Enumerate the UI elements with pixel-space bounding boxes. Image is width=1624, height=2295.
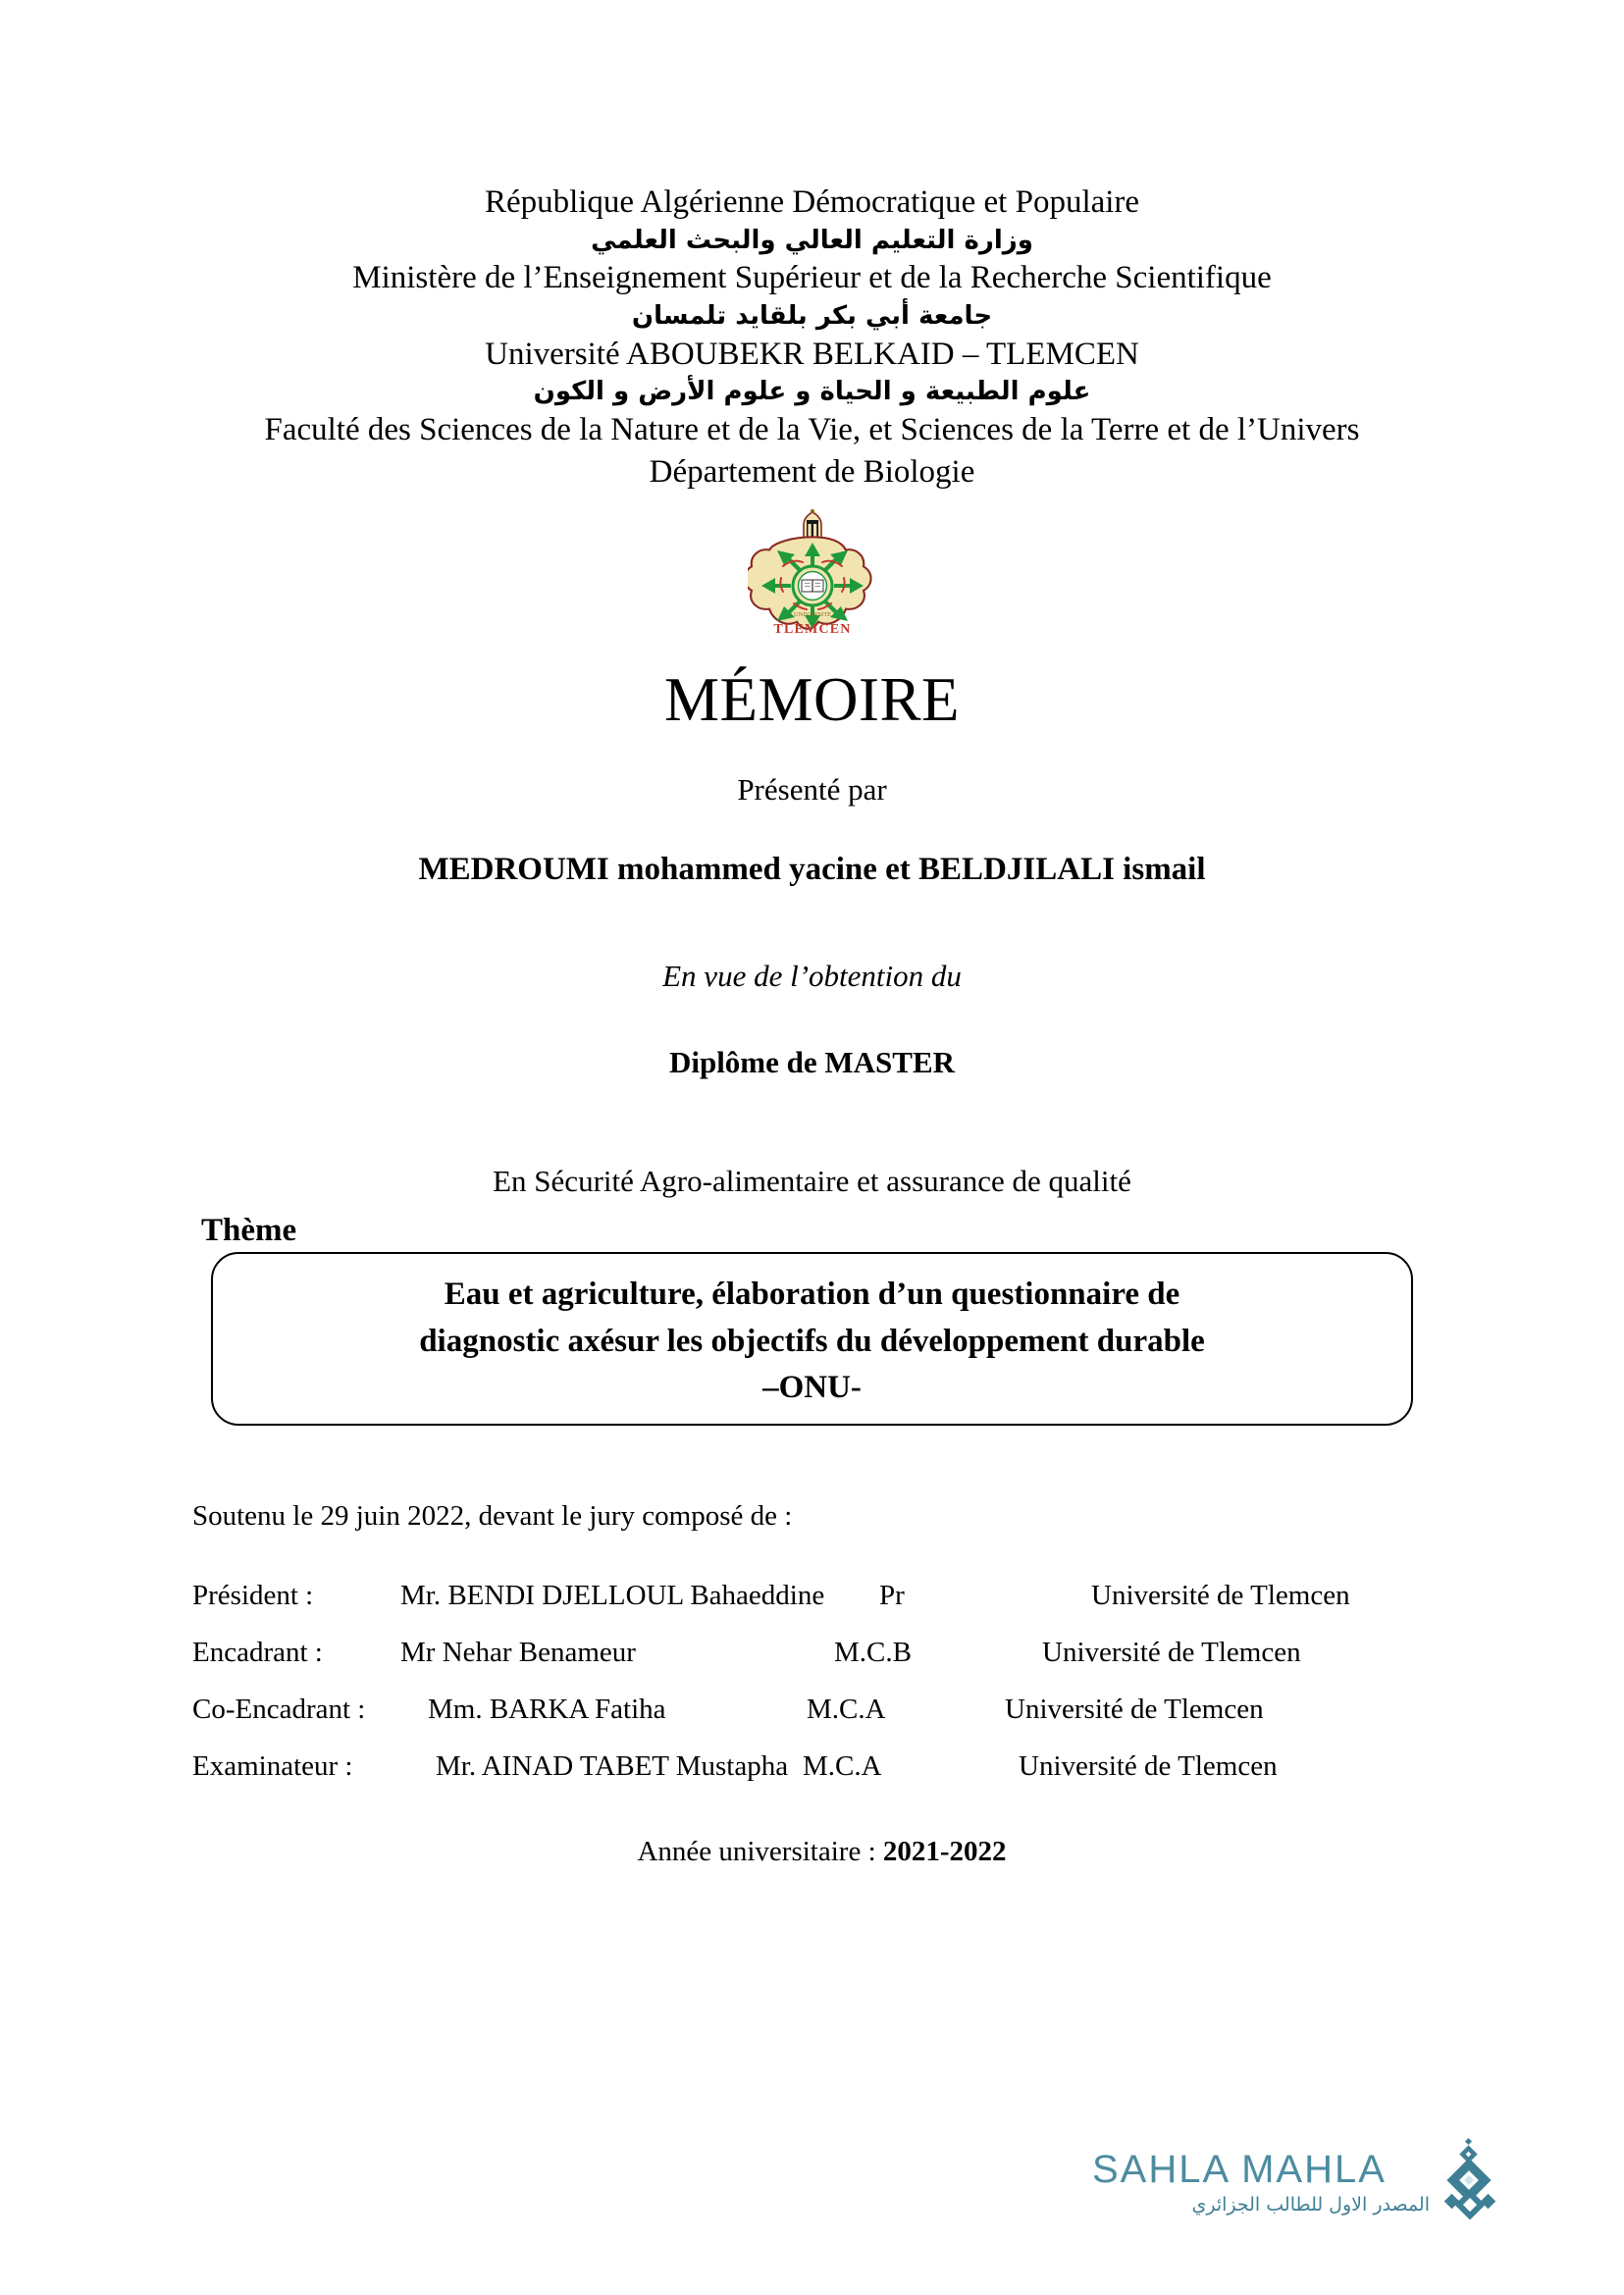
theme-title-line-1: Eau et agriculture, élaboration d’un questionnaire de [444, 1276, 1180, 1312]
document-header [0, 0, 1624, 494]
header-line-ministry-french: Ministère de l’Enseignement Supérieur et de la Recherche Scientifique [352, 260, 1272, 296]
jury-role: Encadrant : [192, 1637, 323, 1669]
jury-role: Examinateur : [192, 1750, 353, 1783]
academic-year-line [0, 1836, 1624, 1868]
jury-member-name: Mr Nehar Benameur [400, 1637, 636, 1669]
jury-university: Université de Tlemcen [1091, 1580, 1350, 1612]
sahla-mahla-logo-icon [1434, 2137, 1504, 2227]
jury-university: Université de Tlemcen [1019, 1750, 1278, 1783]
memoire-title: MÉMOIRE [664, 665, 960, 735]
university-logo-emblem [748, 507, 877, 654]
header-line-department: Département de Biologie [649, 453, 975, 490]
watermark-title: SAHLA MAHLA [1092, 2148, 1387, 2191]
header-line-ministry-arabic: وزارة التعليم العالي والبحث العلمي [591, 225, 1033, 255]
university-logo-container [0, 507, 1624, 654]
jury-row [192, 1637, 1624, 1669]
jury-grade: M.C.A [803, 1750, 882, 1783]
theme-title-line-2: diagnostic axésur les objectifs du développement durable [419, 1323, 1205, 1359]
jury-grade: M.C.A [807, 1694, 886, 1726]
jury-row [192, 1750, 1624, 1783]
jury-university: Université de Tlemcen [1005, 1694, 1264, 1726]
en-vue-label: En vue de l’obtention du [662, 958, 962, 993]
diploma-label: Diplôme de MASTER [668, 1044, 956, 1079]
jury-row [192, 1580, 1624, 1612]
jury-grade: Pr [879, 1580, 905, 1612]
header-line-republic: République Algérienne Démocratique et Populaire [484, 184, 1140, 220]
header-line-university-arabic: جامعة أبي بكر بلقايد تلمسان [631, 300, 993, 331]
theme-title-line-3: –ONU- [762, 1370, 862, 1406]
jury-role: Président : [192, 1580, 314, 1612]
jury-grade: M.C.B [834, 1637, 912, 1669]
authors-names: MEDROUMI mohammed yacine et BELDJILALI ismail [418, 851, 1206, 887]
theme-label: Thème [201, 1212, 297, 1248]
logo-text-tlemcen: TLEMCEN [772, 622, 852, 638]
jury-university: Université de Tlemcen [1042, 1637, 1301, 1669]
header-line-faculty-arabic: علوم الطبيعة و الحياة و علوم الأرض و الكون [533, 377, 1091, 407]
presented-by-label: Présenté par [737, 771, 887, 807]
logo-text-universite: UNIVERSITE [793, 611, 831, 619]
jury-member-name: Mr. BENDI DJELLOUL Bahaeddine [400, 1580, 825, 1612]
academic-year-separator: : [861, 1836, 883, 1868]
sahla-mahla-watermark [1092, 2137, 1504, 2227]
academic-year-label: Année universitaire [637, 1836, 862, 1868]
jury-list [192, 1580, 1624, 1783]
theme-box [211, 1252, 1413, 1427]
jury-member-name: Mr. AINAD TABET Mustapha [436, 1750, 789, 1783]
header-line-university-french: Université ABOUBEKR BELKAID – TLEMCEN [485, 336, 1139, 372]
watermark-subtitle: المصدر الاول للطالب الجزائري [1191, 2194, 1430, 2216]
academic-year-value: 2021-2022 [882, 1836, 1007, 1868]
jury-row [192, 1694, 1624, 1726]
jury-role: Co-Encadrant : [192, 1694, 366, 1726]
jury-member-name: Mm. BARKA Fatiha [428, 1694, 666, 1726]
header-line-faculty-french: Faculté des Sciences de la Nature et de la Vie, et Sciences de la Terre et de l’Univers [264, 412, 1360, 448]
defense-date-line: Soutenu le 29 juin 2022, devant le jury composé de : [192, 1500, 793, 1533]
specialty-label: En Sécurité Agro-alimentaire et assurance de qualité [493, 1163, 1131, 1198]
